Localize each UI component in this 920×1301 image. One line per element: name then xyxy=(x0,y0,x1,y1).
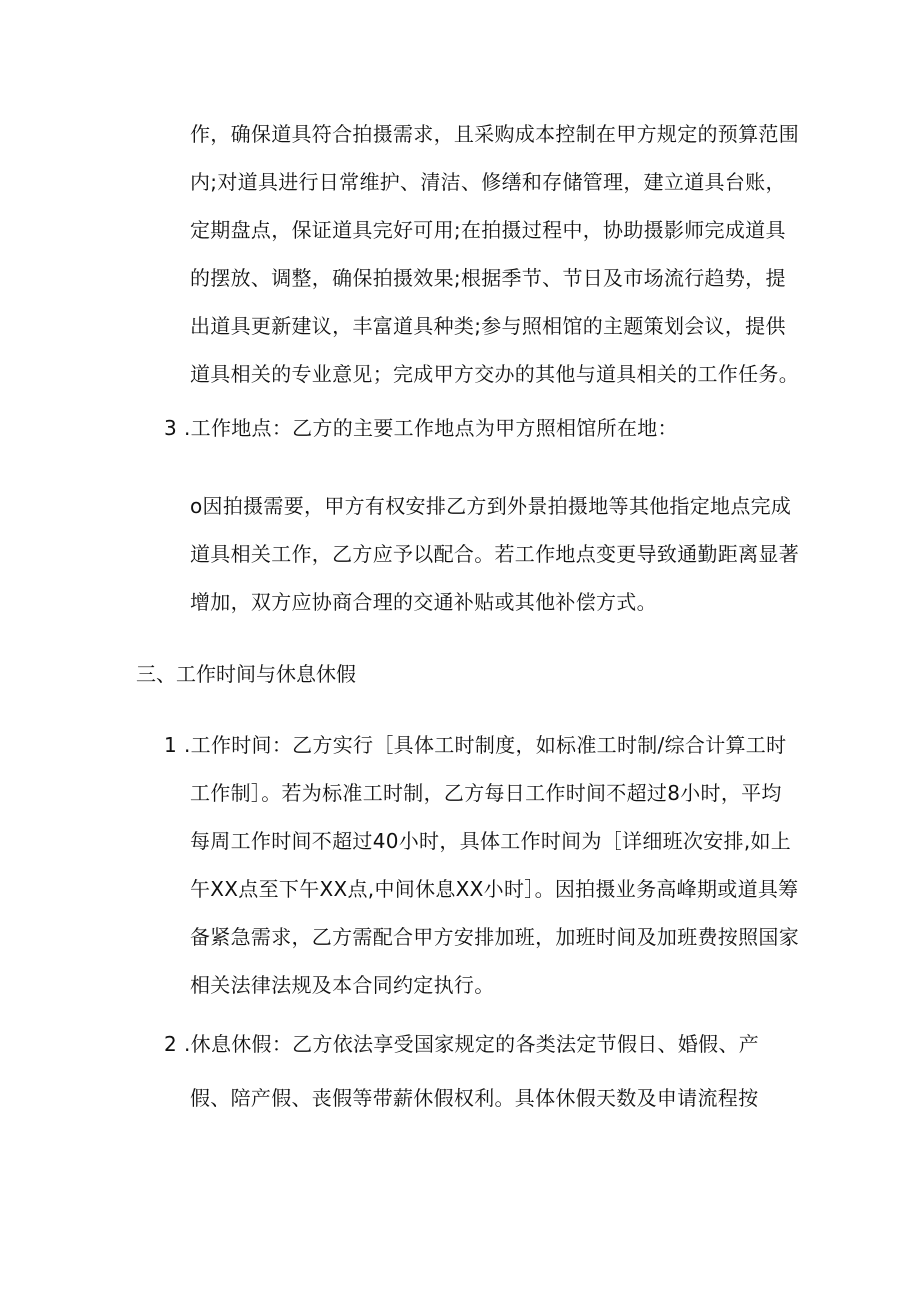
text-line: 工作制］。若为标准工时制，乙方每日工作时间不超过8小时，平均 xyxy=(190,781,782,805)
text-line: 内;对道具进行日常维护、清洁、修缮和存储管理，建立道具台账， xyxy=(190,170,786,194)
text-line: 定期盘点，保证道具完好可用;在拍摄过程中，协助摄影师完成道具 xyxy=(190,218,786,242)
text-line: 午XX点至下午XX点,中间休息XX小时］。因拍摄业务高峰期或道具筹 xyxy=(190,877,799,901)
text-line: 出道具更新建议，丰富道具种类;参与照相馆的主题策划会议，提供 xyxy=(190,314,786,338)
text-line: .休息休假：乙方依法享受国家规定的各类法定节假日、婚假、产 xyxy=(184,1032,760,1056)
list-number: 3 xyxy=(164,416,177,440)
text-line: 相关法律法规及本合同约定执行。 xyxy=(190,973,495,997)
text-line: 每周工作时间不超过40小时，具体工作时间为［详细班次安排,如上 xyxy=(190,829,792,853)
text-line: 作，确保道具符合拍摄需求，且采购成本控制在甲方规定的预算范围 xyxy=(190,122,799,146)
text-line: 假、陪产假、丧假等带薪休假权利。具体休假天数及申请流程按 xyxy=(190,1086,759,1110)
text-line: .工作地点：乙方的主要工作地点为甲方照相馆所在地： xyxy=(184,416,678,440)
list-number: 1 xyxy=(164,733,177,757)
text-line: .工作时间：乙方实行［具体工时制度，如标准工时制/综合计算工时 xyxy=(184,733,787,757)
text-line: o因拍摄需要，甲方有权安排乙方到外景拍摄地等其他指定地点完成 xyxy=(190,494,792,518)
section-heading: 三、工作时间与休息休假 xyxy=(136,662,356,686)
text-line: 的摆放、调整，确保拍摄效果;根据季节、节日及市场流行趋势，提 xyxy=(190,266,786,290)
text-line: 道具相关工作，乙方应予以配合。若工作地点变更导致通勤距离显著 xyxy=(190,542,799,566)
text-line: 增加，双方应协商合理的交通补贴或其他补偿方式。 xyxy=(190,590,657,614)
text-line: 备紧急需求，乙方需配合甲方安排加班，加班时间及加班费按照国家 xyxy=(190,925,799,949)
text-line: 道具相关的专业意见；完成甲方交办的其他与道具相关的工作任务。 xyxy=(190,362,799,386)
list-number: 2 xyxy=(164,1032,177,1056)
